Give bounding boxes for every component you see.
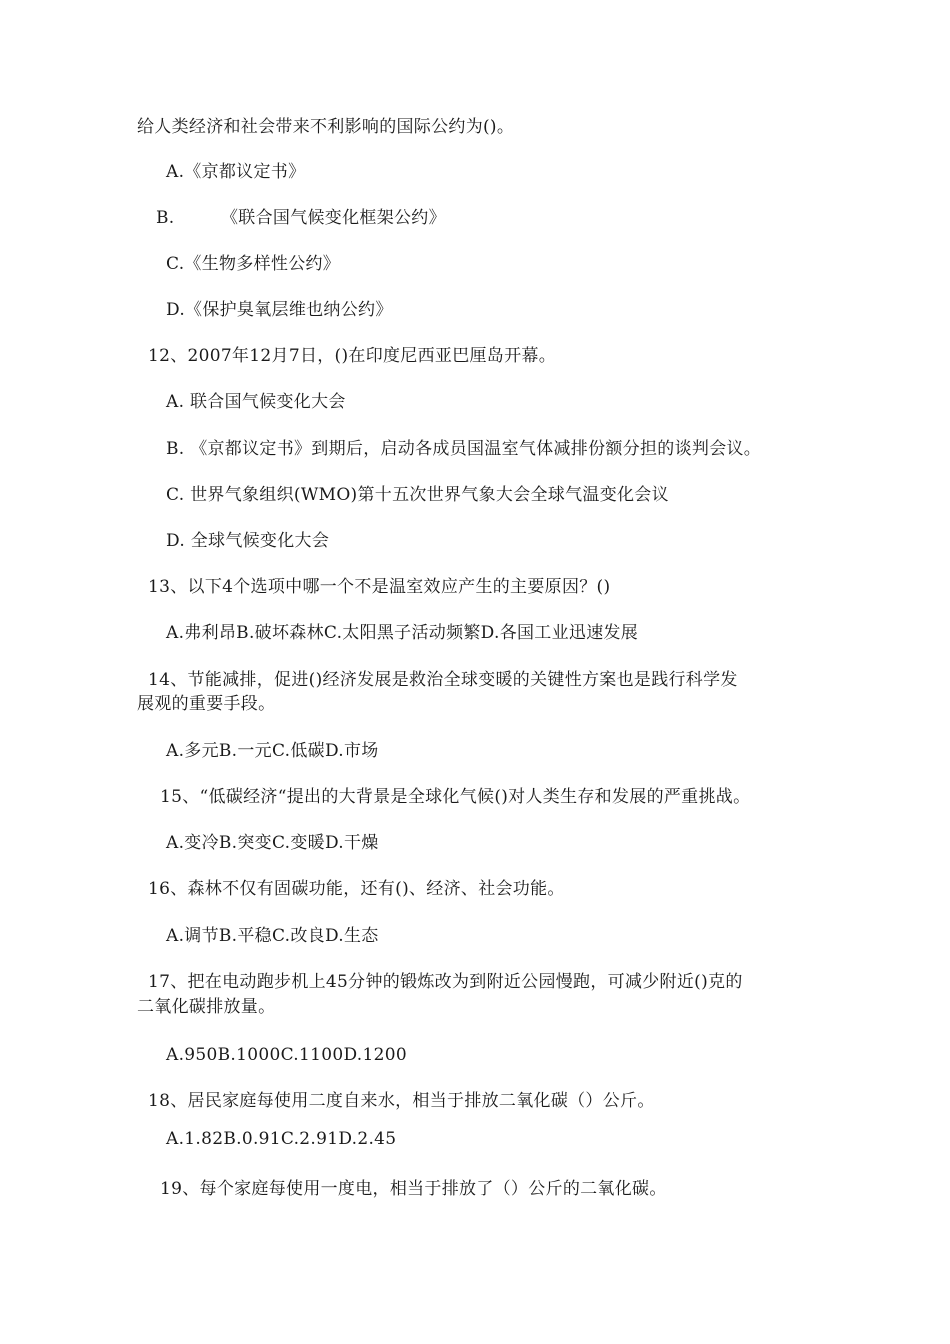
option-d: D. 全球气候变化大会 bbox=[166, 531, 330, 551]
question-18-stem: 18、居民家庭每使用二度自来水，相当于排放二氧化碳（）公斤。 bbox=[148, 1091, 655, 1111]
question-18-options: A.1.82B.0.91C.2.91D.2.45 bbox=[166, 1129, 397, 1149]
question-15-options: A.变冷B.突变C.变暖D.干燥 bbox=[166, 833, 379, 853]
question-17-options: A.950B.1000C.1100D.1200 bbox=[166, 1045, 407, 1065]
question-15-stem: 15、“低碳经济“提出的大背景是全球化气候()对人类生存和发展的严重挑战。 bbox=[160, 787, 751, 807]
option-a: A.《京都议定书》 bbox=[166, 162, 306, 182]
question-11-stem: 给人类经济和社会带来不利影响的国际公约为()。 bbox=[137, 117, 515, 137]
question-19-stem: 19、每个家庭每使用一度电，相当于排放了（）公斤的二氧化碳。 bbox=[160, 1179, 667, 1199]
question-13-stem: 13、以下4个选项中哪一个不是温室效应产生的主要原因？() bbox=[148, 577, 611, 597]
option-b-label: B. bbox=[156, 208, 175, 228]
option-d: D.《保护臭氧层维也纳公约》 bbox=[166, 300, 393, 320]
question-17-stem-continued: 二氧化碳排放量。 bbox=[137, 997, 276, 1017]
question-13-options: A.弗利昂B.破坏森林C.太阳黑子活动频繁D.各国工业迅速发展 bbox=[166, 623, 639, 643]
question-14-options: A.多元B.一元C.低碳D.市场 bbox=[166, 741, 379, 761]
option-c: C.《生物多样性公约》 bbox=[166, 254, 341, 274]
option-a: A. 联合国气候变化大会 bbox=[166, 392, 346, 412]
option-b: B. 《京都议定书》到期后，启动各成员国温室气体减排份额分担的谈判会议。 bbox=[166, 439, 762, 459]
question-12-stem: 12、2007年12月7日，()在印度尼西亚巴厘岛开幕。 bbox=[148, 346, 557, 366]
option-c: C. 世界气象组织(WMO)第十五次世界气象大会全球气温变化会议 bbox=[166, 485, 669, 505]
question-16-stem: 16、森林不仅有固碳功能，还有()、经济、社会功能。 bbox=[148, 879, 565, 899]
question-14-stem-continued: 展观的重要手段。 bbox=[137, 694, 276, 714]
question-17-stem: 17、把在电动跑步机上45分钟的锻炼改为到附近公园慢跑，可减少附近()克的 bbox=[148, 972, 743, 992]
question-16-options: A.调节B.平稳C.改良D.生态 bbox=[166, 926, 379, 946]
question-14-stem: 14、节能减排，促进()经济发展是救治全球变暖的关键性方案也是践行科学发 bbox=[148, 670, 738, 690]
option-b-text: 《联合国气候变化框架公约》 bbox=[221, 208, 446, 228]
